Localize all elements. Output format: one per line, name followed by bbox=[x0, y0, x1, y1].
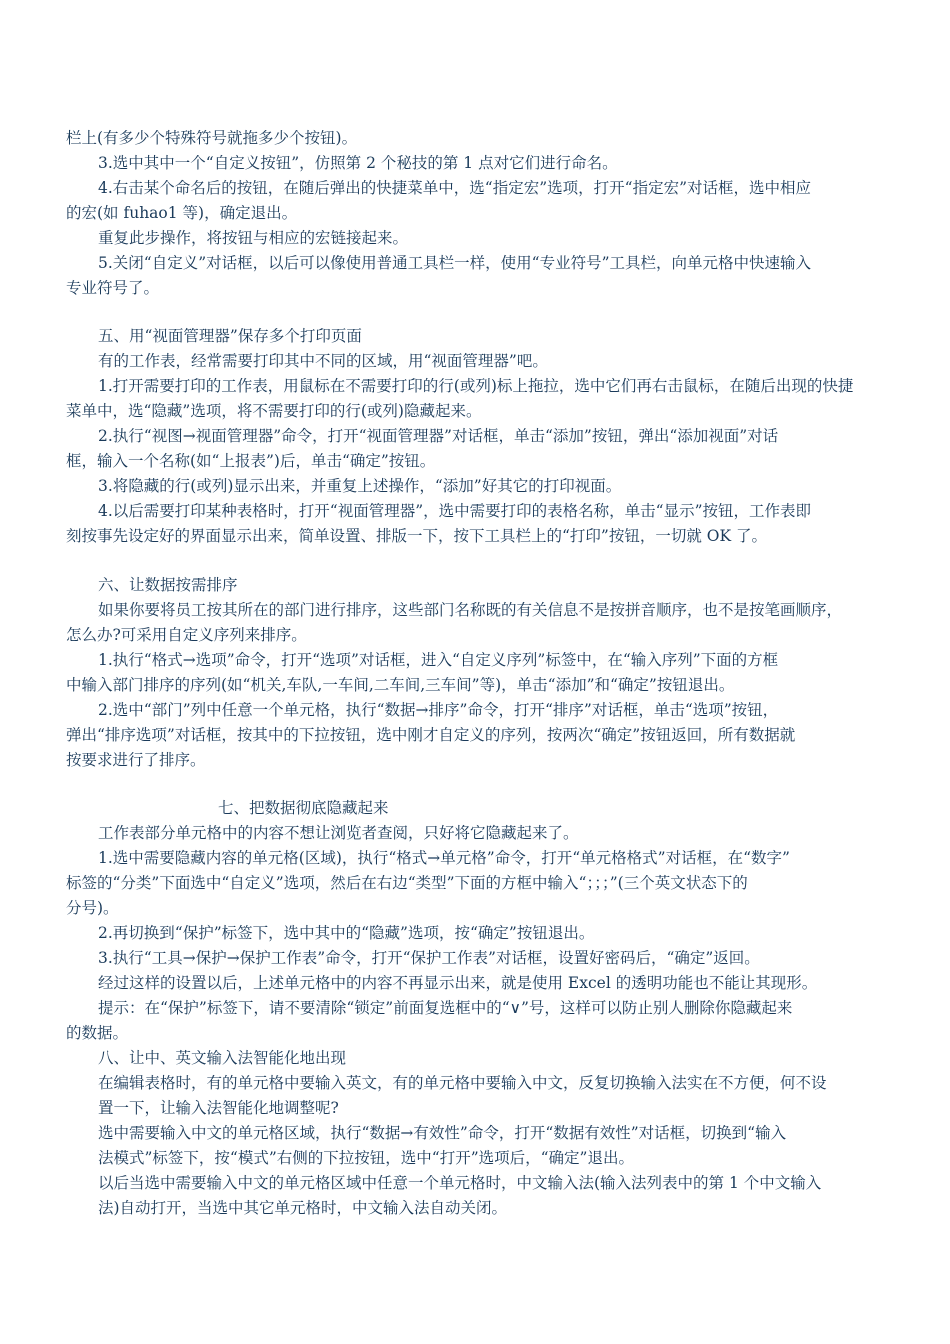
paragraph-line: 提示：在“保护”标签下，请不要清除“锁定”前面复选框中的“∨”号，这样可以防止别人删除你隐藏起来 bbox=[98, 999, 793, 1017]
list-item: 2.再切换到“保护”标签下，选中其中的“隐藏”选项，按“确定”按钮退出。 bbox=[98, 924, 595, 942]
paragraph-line: 专业符号了。 bbox=[66, 279, 160, 297]
paragraph-line: 中输入部门排序的序列(如“机关,车队,一车间,二车间,三车间”等)，单击“添加”和“确定”按钮退出。 bbox=[66, 676, 735, 694]
list-item: 3.将隐藏的行(或列)显示出来，并重复上述操作，“添加”好其它的打印视面。 bbox=[98, 477, 622, 495]
section-heading: 八、让中、英文输入法智能化地出现 bbox=[98, 1049, 347, 1067]
paragraph-line: 选中需要输入中文的单元格区域，执行“数据→有效性”命令，打开“数据有效性”对话框，切换到“输入 bbox=[98, 1124, 787, 1142]
paragraph-line: 法)自动打开，当选中其它单元格时，中文输入法自动关闭。 bbox=[98, 1199, 508, 1217]
list-item: 4.右击某个命名后的按钮，在随后弹出的快捷菜单中，选“指定宏”选项，打开“指定宏”对话框，选中相应 bbox=[98, 179, 811, 197]
paragraph-line: 菜单中，选“隐藏”选项，将不需要打印的行(或列)隐藏起来。 bbox=[66, 402, 482, 420]
paragraph-line: 栏上(有多少个特殊符号就拖多少个按钮)。 bbox=[66, 129, 358, 147]
paragraph-line: 重复此步操作，将按钮与相应的宏链接起来。 bbox=[98, 229, 409, 247]
paragraph-line: 以后当选中需要输入中文的单元格区域中任意一个单元格时，中文输入法(输入法列表中的第 1 个中文输入 bbox=[98, 1174, 822, 1192]
paragraph-line: 在编辑表格时，有的单元格中要输入英文，有的单元格中要输入中文，反复切换输入法实在不方便，何不设 bbox=[98, 1074, 827, 1092]
list-item: 3.选中其中一个“自定义按钮”，仿照第 2 个秘技的第 1 点对它们进行命名。 bbox=[98, 154, 618, 172]
paragraph-line: 刻按事先设定好的界面显示出来，简单设置、排版一下，按下工具栏上的“打印”按钮，一切就 OK 了。 bbox=[66, 527, 767, 545]
paragraph-line: 的宏(如 fuhao1 等)，确定退出。 bbox=[66, 204, 298, 222]
paragraph-line: 法模式”标签下，按“模式”右侧的下拉按钮，选中“打开”选项后，“确定”退出。 bbox=[98, 1149, 634, 1167]
paragraph-line: 按要求进行了排序。 bbox=[66, 751, 206, 769]
list-item: 5.关闭“自定义”对话框，以后可以像使用普通工具栏一样，使用“专业符号”工具栏，向单元格中快速输入 bbox=[98, 254, 811, 272]
paragraph-line: 怎么办?可采用自定义序列来排序。 bbox=[66, 626, 307, 644]
section-heading: 五、用“视面管理器”保存多个打印页面 bbox=[98, 327, 362, 345]
paragraph-line: 经过这样的设置以后，上述单元格中的内容不再显示出来，就是使用 Excel 的透明功能也不能让其现形。 bbox=[98, 974, 818, 992]
section-heading: 七、把数据彻底隐藏起来 bbox=[218, 799, 389, 817]
list-item: 2.选中“部门”列中任意一个单元格，执行“数据→排序”命令，打开“排序”对话框，单击“选项”按钮， bbox=[98, 701, 779, 719]
paragraph-line: 分号)。 bbox=[66, 899, 119, 917]
paragraph-line: 框，输入一个名称(如“上报表”)后，单击“确定”按钮。 bbox=[66, 452, 436, 470]
paragraph-line: 弹出“排序选项”对话框，按其中的下拉按钮，选中刚才自定义的序列，按两次“确定”按钮返回，所有数据就 bbox=[66, 726, 796, 744]
paragraph-line: 工作表部分单元格中的内容不想让浏览者查阅，只好将它隐藏起来了。 bbox=[98, 824, 579, 842]
list-item: 1.选中需要隐藏内容的单元格(区域)，执行“格式→单元格”命令，打开“单元格格式”对话框，在“数字” bbox=[98, 849, 790, 867]
list-item: 3.执行“工具→保护→保护工作表”命令，打开“保护工作表”对话框，设置好密码后，“确定”返回。 bbox=[98, 949, 760, 967]
list-item: 1.打开需要打印的工作表，用鼠标在不需要打印的行(或列)标上拖拉，选中它们再右击鼠标，在随后出现的快捷 bbox=[98, 377, 854, 395]
paragraph-line: 如果你要将员工按其所在的部门进行排序，这些部门名称既的有关信息不是按拼音顺序，也不是按笔画顺序， bbox=[98, 601, 843, 619]
list-item: 1.执行“格式→选项”命令，打开“选项”对话框，进入“自定义序列”标签中，在“输入序列”下面的方框 bbox=[98, 651, 779, 669]
list-item: 2.执行“视图→视面管理器”命令，打开“视面管理器”对话框，单击“添加”按钮，弹出“添加视面”对话 bbox=[98, 427, 779, 445]
paragraph-line: 标签的“分类”下面选中“自定义”选项，然后在右边“类型”下面的方框中输入“；；；”(三个英文状态下的 bbox=[66, 874, 748, 892]
paragraph-line: 置一下，让输入法智能化地调整呢? bbox=[98, 1099, 339, 1117]
paragraph-line: 的数据。 bbox=[66, 1024, 129, 1042]
list-item: 4.以后需要打印某种表格时，打开“视面管理器”，选中需要打印的表格名称，单击“显示”按钮，工作表即 bbox=[98, 502, 811, 520]
section-heading: 六、让数据按需排序 bbox=[98, 576, 238, 594]
paragraph-line: 有的工作表，经常需要打印其中不同的区域，用“视面管理器”吧。 bbox=[98, 352, 548, 370]
